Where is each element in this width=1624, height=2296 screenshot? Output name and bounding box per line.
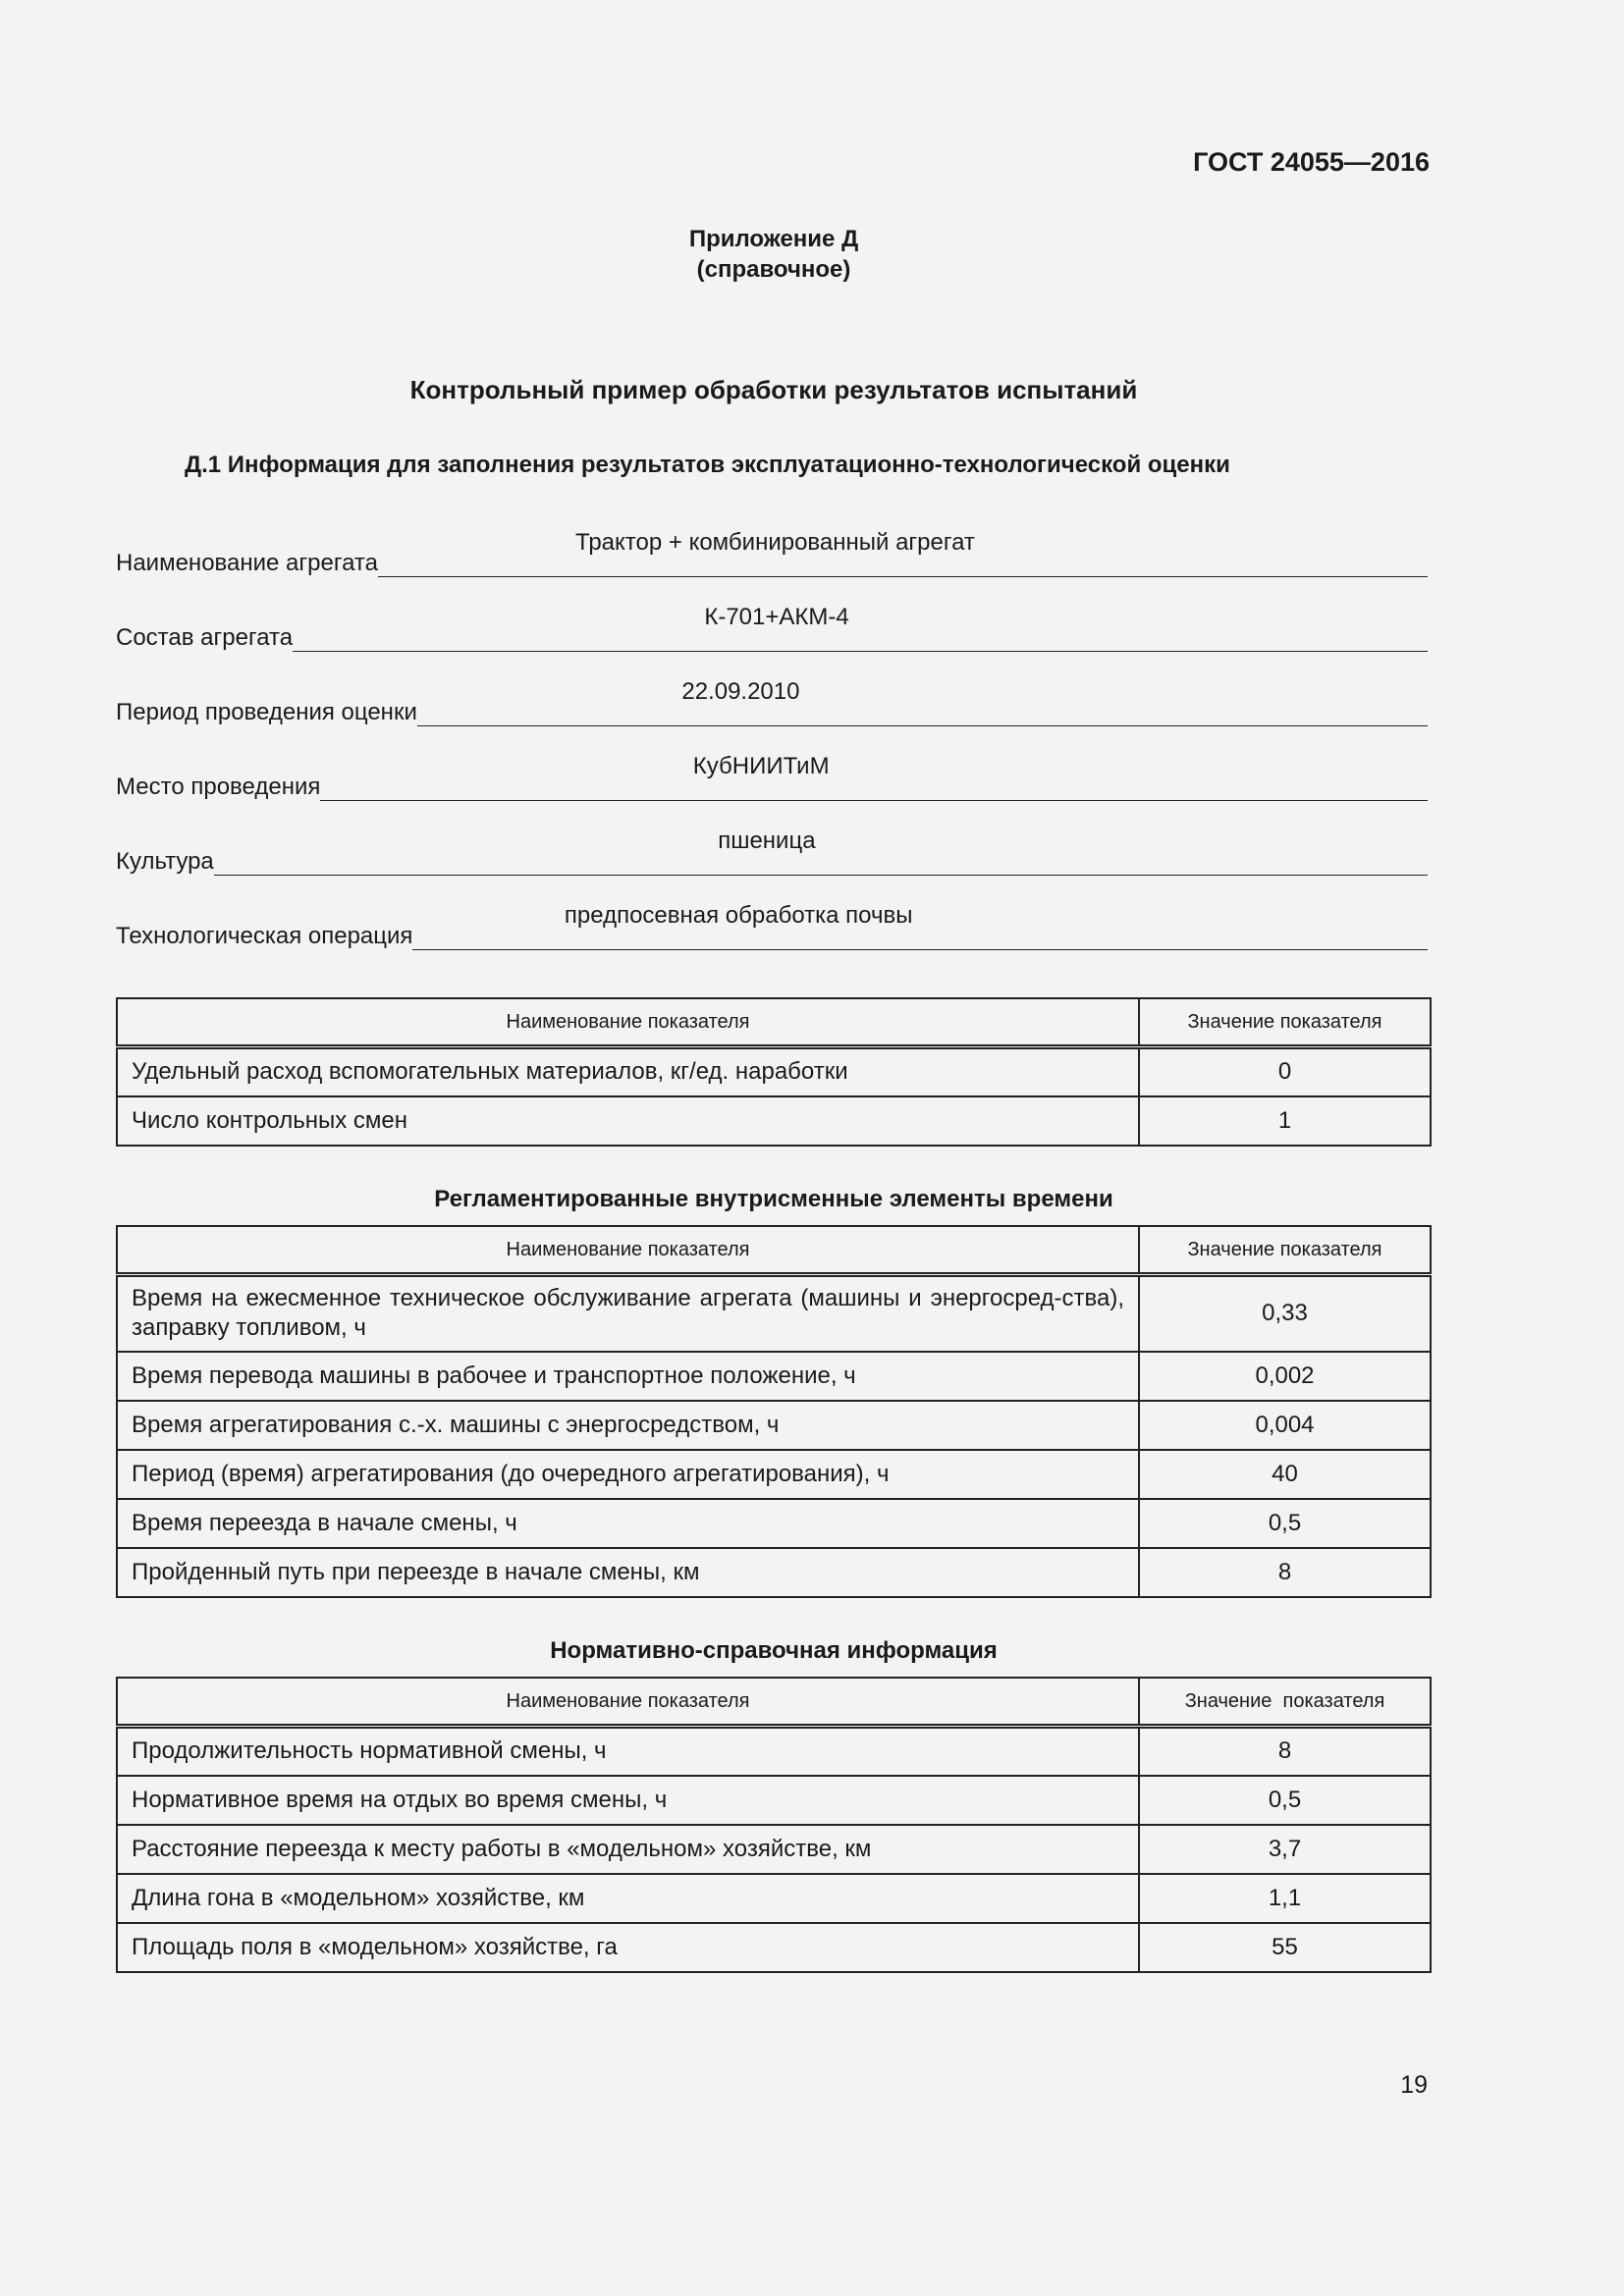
indicators-table bbox=[116, 997, 1432, 1147]
indicator-value: 55 bbox=[1139, 1923, 1431, 1972]
table-row bbox=[117, 1727, 1431, 1776]
field-label: Период проведения оценки bbox=[116, 699, 417, 725]
table-row bbox=[117, 1275, 1431, 1352]
indicator-name: Время перевода машины в рабочее и транспортное положение, ч bbox=[117, 1352, 1139, 1401]
time-elements-table bbox=[116, 1225, 1432, 1598]
indicator-value: 8 bbox=[1139, 1727, 1431, 1776]
indicator-name: Пройденный путь при переезде в начале смены, км bbox=[117, 1548, 1139, 1597]
section-title: Д.1 Информация для заполнения результатов эксплуатационно-технологической оценки bbox=[185, 452, 1230, 478]
field-crop bbox=[116, 828, 1428, 876]
table-row bbox=[117, 1923, 1431, 1972]
indicator-value: 0,004 bbox=[1139, 1401, 1431, 1450]
reference-info-table bbox=[116, 1677, 1432, 1973]
field-label: Культура bbox=[116, 848, 214, 875]
indicator-value: 3,7 bbox=[1139, 1825, 1431, 1874]
table-row bbox=[117, 1825, 1431, 1874]
document-code: ГОСТ 24055—2016 bbox=[1193, 147, 1430, 177]
table-row bbox=[117, 1874, 1431, 1923]
indicator-name: Число контрольных смен bbox=[117, 1096, 1139, 1146]
indicator-name: Продолжительность нормативной смены, ч bbox=[117, 1727, 1139, 1776]
indicator-value: 8 bbox=[1139, 1548, 1431, 1597]
field-value: КубНИИТиМ bbox=[692, 753, 830, 779]
indicator-value: 0,33 bbox=[1139, 1275, 1431, 1352]
table-row bbox=[117, 1776, 1431, 1825]
column-header-value: Значение показателя bbox=[1139, 1226, 1431, 1275]
field-line bbox=[214, 828, 1428, 876]
indicator-value: 40 bbox=[1139, 1450, 1431, 1499]
field-unit-composition bbox=[116, 604, 1428, 652]
indicator-name: Период (время) агрегатирования (до очередного агрегатирования), ч bbox=[117, 1450, 1139, 1499]
field-line bbox=[412, 902, 1428, 950]
indicator-name: Удельный расход вспомогательных материалов, кг/ед. наработки bbox=[117, 1047, 1139, 1096]
table-caption: Нормативно-справочная информация bbox=[550, 1637, 998, 1664]
field-value: К-701+АКМ-4 bbox=[704, 604, 849, 630]
indicator-name: Длина гона в «модельном» хозяйстве, км bbox=[117, 1874, 1139, 1923]
indicator-name: Нормативное время на отдых во время смены, ч bbox=[117, 1776, 1139, 1825]
indicator-name: Время агрегатирования с.-х. машины с энергосредством, ч bbox=[117, 1401, 1139, 1450]
indicator-name: Время на ежесменное техническое обслуживание агрегата (машины и энергосред-ства), заправку топливом, ч bbox=[117, 1275, 1139, 1352]
column-header-name: Наименование показателя bbox=[117, 1226, 1139, 1275]
field-value: 22.09.2010 bbox=[681, 678, 800, 705]
indicator-value: 1,1 bbox=[1139, 1874, 1431, 1923]
field-line bbox=[378, 529, 1428, 577]
column-header-value: Значение показателя bbox=[1139, 998, 1431, 1047]
field-label: Состав агрегата bbox=[116, 624, 294, 651]
appendix-subtitle: (справочное) bbox=[696, 256, 851, 283]
table-row bbox=[117, 1499, 1431, 1548]
field-label: Место проведения bbox=[116, 774, 321, 800]
field-tech-operation bbox=[116, 902, 1428, 950]
indicator-value: 0 bbox=[1139, 1047, 1431, 1096]
table-row bbox=[117, 1047, 1431, 1096]
table-row bbox=[117, 1450, 1431, 1499]
table-row bbox=[117, 1096, 1431, 1146]
indicator-value: 0,002 bbox=[1139, 1352, 1431, 1401]
field-value: Трактор + комбинированный агрегат bbox=[575, 529, 975, 556]
indicator-value: 1 bbox=[1139, 1096, 1431, 1146]
field-evaluation-period bbox=[116, 678, 1428, 726]
indicator-value: 0,5 bbox=[1139, 1776, 1431, 1825]
field-line bbox=[417, 678, 1428, 726]
indicator-name: Время переезда в начале смены, ч bbox=[117, 1499, 1139, 1548]
indicator-name: Расстояние переезда к месту работы в «модельном» хозяйстве, км bbox=[117, 1825, 1139, 1874]
field-location bbox=[116, 753, 1428, 801]
main-title: Контрольный пример обработки результатов испытаний bbox=[409, 375, 1138, 404]
table-row bbox=[117, 1401, 1431, 1450]
table-caption: Регламентированные внутрисменные элементы времени bbox=[434, 1186, 1113, 1212]
column-header-name: Наименование показателя bbox=[117, 998, 1139, 1047]
appendix-title: Приложение Д bbox=[688, 226, 859, 252]
field-value: пшеница bbox=[718, 828, 816, 854]
field-line bbox=[293, 604, 1428, 652]
table-row bbox=[117, 1548, 1431, 1597]
field-value: предпосевная обработка почвы bbox=[564, 902, 913, 929]
field-line bbox=[320, 753, 1428, 801]
page-number: 19 bbox=[1400, 2071, 1428, 2099]
indicator-value: 0,5 bbox=[1139, 1499, 1431, 1548]
column-header-name: Наименование показателя bbox=[117, 1678, 1139, 1727]
field-label: Технологическая операция bbox=[116, 923, 413, 949]
indicator-name: Площадь поля в «модельном» хозяйстве, га bbox=[117, 1923, 1139, 1972]
column-header-value: Значение показателя bbox=[1139, 1678, 1431, 1727]
field-label: Наименование агрегата bbox=[116, 550, 378, 576]
table-row bbox=[117, 1352, 1431, 1401]
field-unit-name bbox=[116, 529, 1428, 577]
